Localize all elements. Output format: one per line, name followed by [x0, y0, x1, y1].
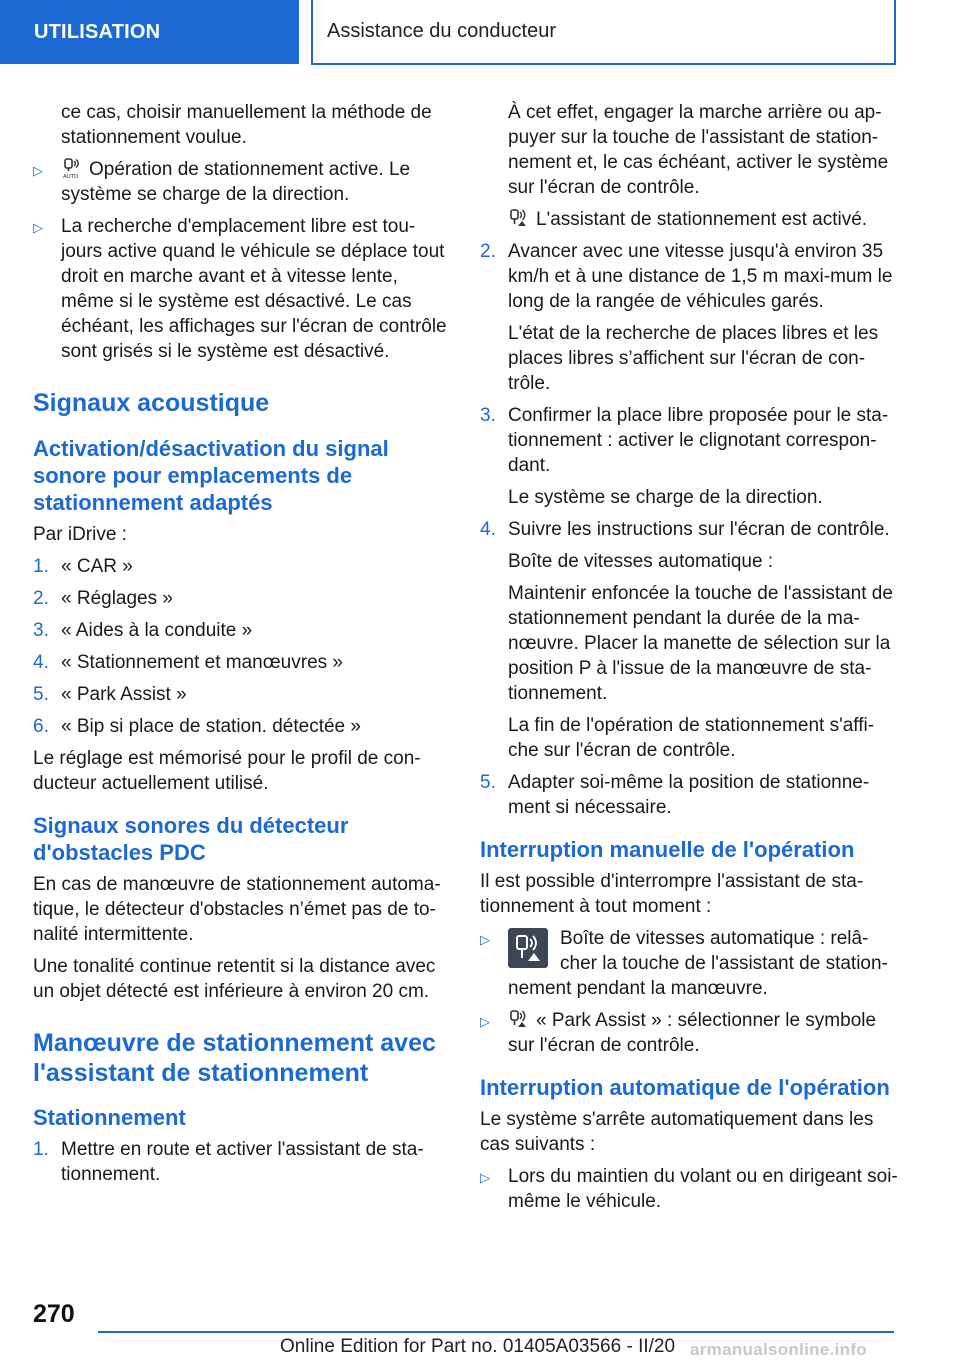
- list-item-text: « Park Assist » : sélectionner le symbole sur l'écran de contrôle.: [508, 1010, 877, 1056]
- list-item-text: Opération de stationnement active. Le système se charge de la direction.: [61, 159, 411, 205]
- paragraph-gearbox: Boîte de vitesses automatique :: [508, 551, 774, 572]
- paragraph-pdc-1: En cas de manœuvre de stationnement automa-tique, le détecteur d'obstacles n’émet pas de to-nalité intermittente.: [33, 874, 441, 945]
- heading-manual-interrupt: Interruption manuelle de l'opération: [480, 837, 855, 862]
- list-item: [33, 214, 453, 364]
- watermark: armanualsonline.info: [690, 1340, 867, 1359]
- bullet-marker: ▷: [33, 163, 43, 178]
- park-assist-auto-icon: [61, 157, 83, 179]
- heading-auto-interrupt: Interruption automatique de l'opération: [480, 1075, 890, 1100]
- heading-acoustique: Signaux acoustique: [33, 389, 270, 417]
- list-item: [480, 1164, 900, 1214]
- list-item-text: Boîte de vitesses automatique : relâ-cher la touche de l'assistant de station-nement pendant la manœuvre.: [508, 928, 888, 999]
- list-item: [480, 1008, 900, 1058]
- step-item: 3. Confirmer la place libre proposée pour le sta-tionnement : activer le clignotant correspon-dant.: [480, 405, 889, 476]
- park-assist-icon: [508, 1008, 530, 1030]
- paragraph-hold: Maintenir enfoncée la touche de l'assistant de stationnement pendant la durée de la ma-nœuvre. Placer la manette de sélection sur la position P à l'issue de la manœuvre de sta-tionnement.: [508, 583, 893, 704]
- heading-pdc: Signaux sonores du détecteur d'obstacles PDC: [33, 813, 349, 865]
- svg-text:AUTO: AUTO: [63, 174, 79, 179]
- step-item: 2. « Réglages »: [33, 588, 173, 609]
- page-number: 270: [33, 1300, 75, 1328]
- chapter-title: Assistance du conducteur: [311, 0, 896, 65]
- list-item-text: La recherche d'emplacement libre est tou-jours active quand le véhicule se déplace tout droit en marche avant et à vitesse lente, même si le système est désactivé. Le cas échéant, les affichages sur l'écran de contrôle sont grisés si le système est désactivé.: [61, 216, 447, 362]
- left-column: [33, 100, 453, 1194]
- step-item: 6. « Bip si place de station. détectée »: [33, 716, 361, 737]
- heading-stationnement: Stationnement: [33, 1105, 186, 1130]
- bullet-marker: ▷: [480, 932, 490, 947]
- bullet-marker: ▷: [480, 1014, 490, 1029]
- step-item: 2. Avancer avec une vitesse jusqu'à environ 35 km/h et à une distance de 1,5 m maxi-mum le long de la rangée de véhicules garés.: [480, 241, 893, 312]
- paragraph-continued: ce cas, choisir manuellement la méthode de stationnement voulue.: [61, 102, 432, 148]
- paragraph-idrive: Par iDrive :: [33, 524, 127, 545]
- park-assist-icon: [508, 207, 530, 229]
- page-header: [0, 0, 960, 66]
- bullet-marker: ▷: [33, 220, 43, 235]
- paragraph-direction: Le système se charge de la direction.: [508, 487, 823, 508]
- step-item: 4. Suivre les instructions sur l'écran de contrôle.: [480, 519, 890, 540]
- step-item: 5. Adapter soi-même la position de stationne-ment si nécessaire.: [480, 772, 870, 818]
- right-column: [480, 100, 900, 1221]
- heading-manoeuvre: Manœuvre de stationnement avec l'assistant de stationnement: [33, 1029, 436, 1087]
- footer-edition: Online Edition for Part no. 01405A03566 - II/20: [280, 1336, 676, 1357]
- footer-divider: [98, 1331, 894, 1333]
- paragraph-search: L'état de la recherche de places libres et les places libres s’affichent sur l'écran de con-trôle.: [508, 323, 879, 394]
- paragraph-pdc-2: Une tonalité continue retentit si la distance avec un objet détecté est inférieure à environ 20 cm.: [33, 956, 436, 1002]
- paragraph-reglage: Le réglage est mémorisé pour le profil de con-ducteur actuellement utilisé.: [33, 748, 421, 794]
- list-item-text: Lors du maintien du volant ou en dirigeant soi-même le véhicule.: [508, 1166, 898, 1212]
- park-assist-button-icon: [508, 928, 548, 968]
- idrive-steps: [33, 554, 453, 739]
- bullet-marker: ▷: [480, 1170, 490, 1185]
- list-item: [480, 926, 900, 1001]
- paragraph-auto: Le système s'arrête automatiquement dans les cas suivants :: [480, 1109, 874, 1155]
- step-item: 1. Mettre en route et activer l'assistant de sta-tionnement.: [33, 1139, 424, 1185]
- heading-activation: Activation/désactivation du signal sonore pour emplacements de stationnement adaptés: [33, 436, 389, 515]
- step-item: 5. « Park Assist »: [33, 684, 187, 705]
- step-item: 4. « Stationnement et manœuvres »: [33, 652, 343, 673]
- section-tab: UTILISATION: [0, 0, 299, 64]
- list-item: [33, 157, 453, 207]
- step-item: 3. « Aides à la conduite »: [33, 620, 253, 641]
- paragraph-manual: Il est possible d'interrompre l'assistant de sta-tionnement à tout moment :: [480, 871, 864, 917]
- step-item: 1. « CAR »: [33, 556, 133, 577]
- paragraph-end: La fin de l'opération de stationnement s'affi-che sur l'écran de contrôle.: [508, 715, 875, 761]
- paragraph-reverse: À cet effet, engager la marche arrière ou ap-puyer sur la touche de l'assistant de station-nement et, le cas échéant, activer le système sur l'écran de contrôle.: [508, 102, 889, 198]
- paragraph-activated: L'assistant de stationnement est activé.: [480, 207, 900, 232]
